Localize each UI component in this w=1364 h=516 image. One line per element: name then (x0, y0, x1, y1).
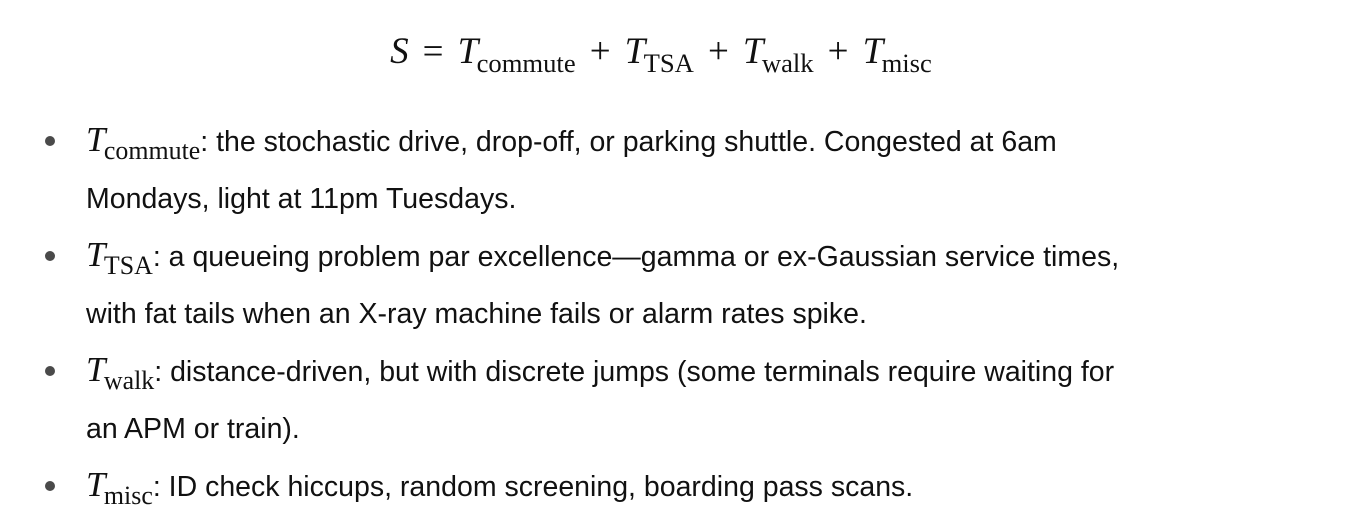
symbol-subscript: misc (103, 481, 153, 511)
term-symbol (86, 350, 155, 396)
item-text-continuation: with fat tails when an X-ray machine fails or alarm rates spike. (86, 298, 867, 330)
term-commute-base: T (457, 31, 479, 72)
term-walk-base: T (742, 31, 764, 72)
list-item-line (86, 457, 1340, 516)
item-text-continuation: Mondays, light at 11pm Tuesdays. (86, 183, 517, 215)
item-text: : the stochastic drive, drop-off, or parking shuttle. Congested at 6am (200, 126, 1057, 158)
symbol-base: T (86, 465, 106, 504)
symbol-base: T (86, 235, 106, 274)
bullet-dot (45, 251, 55, 261)
symbol-base: T (86, 350, 106, 389)
list-item-walk (0, 342, 1340, 457)
symbol-base: T (86, 120, 106, 159)
list-item-tsa (0, 227, 1340, 342)
plus-sign: + (589, 31, 611, 72)
list-item-line (86, 342, 1340, 401)
bullet-dot (45, 481, 55, 491)
list-item-line (86, 227, 1340, 286)
equals-sign: = (422, 31, 444, 72)
equation-lhs: S (390, 31, 409, 72)
term-walk-subscript: walk (761, 47, 814, 78)
list-item-commute (0, 112, 1340, 227)
term-symbol (86, 120, 201, 166)
bullet-dot (45, 366, 55, 376)
sum-equation (0, 26, 1322, 80)
bullet-dot (45, 136, 55, 146)
item-text: : distance-driven, but with discrete jumps (some terminals require waiting for (154, 356, 1115, 388)
term-misc-base: T (862, 31, 884, 72)
list-item-line (86, 112, 1340, 171)
plus-sign: + (707, 31, 729, 72)
term-tsa-subscript: TSA (643, 47, 694, 78)
item-text-continuation: an APM or train). (86, 413, 300, 445)
item-text: : a queueing problem par excellence—gamma or ex-Gaussian service times, (152, 241, 1120, 273)
term-tsa-base: T (624, 31, 646, 72)
list-item-misc (0, 457, 1340, 516)
term-misc-subscript: misc (881, 47, 932, 78)
symbol-subscript: TSA (103, 251, 153, 281)
item-text: : ID check hiccups, random screening, boarding pass scans. (152, 471, 914, 503)
term-commute-subscript: commute (476, 47, 576, 78)
term-symbol (86, 235, 153, 281)
symbol-subscript: commute (103, 136, 201, 166)
plus-sign: + (827, 31, 849, 72)
term-symbol (86, 465, 153, 511)
symbol-subscript: walk (103, 366, 155, 396)
term-definition-list (0, 112, 1340, 516)
